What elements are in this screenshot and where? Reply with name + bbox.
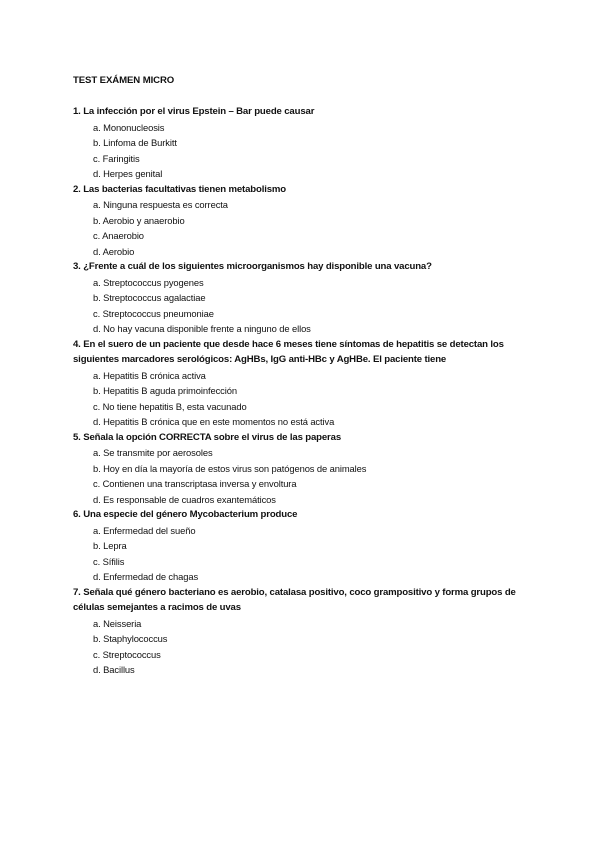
question-number: 1. (73, 106, 81, 117)
question-4 (73, 337, 543, 430)
answer-option: b. Staphylococcus (93, 633, 168, 644)
question-number: 6. (73, 509, 81, 520)
answer-option: b. Hepatitis B aguda primoinfección (93, 385, 237, 396)
question-statement: La infección por el virus Epstein – Bar puede causar (83, 106, 315, 117)
question-statement: En el suero de un paciente que desde hace 6 meses tiene síntomas de hepatitis se detectan los siguientes marcadores serológicos: AgHBs, IgG anti-HBc y AgHBe. El paciente tiene (73, 338, 504, 365)
option-list (73, 275, 543, 337)
question-statement: Una especie del género Mycobacterium produce (83, 509, 298, 520)
answer-option: b. Hoy en día la mayoría de estos virus son patógenos de animales (93, 462, 367, 474)
answer-option: c. Streptococcus pneumoniae (93, 307, 214, 319)
answer-option: c. No tiene hepatitis B, esta vacunado (93, 400, 247, 412)
question-number: 3. (73, 261, 81, 272)
question-3 (73, 259, 543, 337)
question-statement: Las bacterias facultativas tienen metabolismo (83, 183, 287, 195)
answer-option: c. Faringitis (93, 152, 140, 164)
answer-option: c. Streptococcus (93, 648, 161, 660)
question-text (73, 430, 543, 446)
answer-option: b. Lepra (93, 540, 127, 551)
answer-option: c. Sífilis (93, 555, 125, 567)
question-statement: Señala qué género bacteriano es aerobio, catalasa positivo, coco grampositivo y forma grupos de células semejantes a racimos de uvas (73, 586, 516, 613)
answer-option: d. No hay vacuna disponible frente a ninguno de ellos (93, 323, 311, 334)
question-6 (73, 507, 543, 585)
option-list (73, 445, 543, 507)
question-text (73, 507, 543, 523)
question-text (73, 337, 543, 368)
question-7 (73, 585, 543, 678)
answer-option: d. Herpes genital (93, 168, 163, 179)
question-2 (73, 182, 543, 260)
question-text (73, 585, 543, 616)
answer-option: a. Streptococcus pyogenes (93, 276, 204, 288)
option-list (73, 368, 543, 430)
question-number: 7. (73, 586, 81, 598)
question-statement: ¿Frente a cuál de los siguientes microorganismos hay disponible una vacuna? (83, 261, 432, 272)
answer-option: a. Enfermedad del sueño (93, 524, 196, 536)
option-list (73, 616, 543, 678)
answer-option: c. Contienen una transcriptasa inversa y envoltura (93, 478, 297, 489)
answer-option: d. Bacillus (93, 664, 135, 675)
question-list (73, 104, 543, 678)
answer-option: c. Anaerobio (93, 230, 144, 241)
answer-option: a. Neisseria (93, 617, 142, 629)
answer-option: d. Enfermedad de chagas (93, 571, 199, 582)
question-number: 2. (73, 183, 81, 195)
question-number: 4. (73, 338, 81, 350)
answer-option: b. Streptococcus agalactiae (93, 292, 206, 303)
question-text (73, 104, 543, 120)
answer-option: a. Se transmite por aerosoles (93, 447, 213, 458)
option-list (73, 197, 543, 259)
question-number: 5. (73, 431, 81, 443)
answer-option: a. Ninguna respuesta es correcta (93, 199, 228, 210)
option-list (73, 120, 543, 182)
question-1 (73, 104, 543, 182)
question-5 (73, 430, 543, 508)
answer-option: a. Hepatitis B crónica activa (93, 369, 206, 381)
answer-option: b. Aerobio y anaerobio (93, 214, 185, 226)
option-list (73, 523, 543, 585)
question-text (73, 259, 543, 275)
question-text (73, 182, 543, 198)
answer-option: d. Aerobio (93, 245, 135, 257)
document-title: TEST EXÁMEN MICRO (73, 75, 175, 86)
answer-option: d. Hepatitis B crónica que en este momentos no está activa (93, 416, 335, 427)
question-statement: Señala la opción CORRECTA sobre el virus de las paperas (83, 431, 342, 443)
answer-option: a. Mononucleosis (93, 121, 165, 133)
answer-option: d. Es responsable de cuadros exantemáticos (93, 493, 276, 505)
answer-option: b. Linfoma de Burkitt (93, 137, 177, 148)
